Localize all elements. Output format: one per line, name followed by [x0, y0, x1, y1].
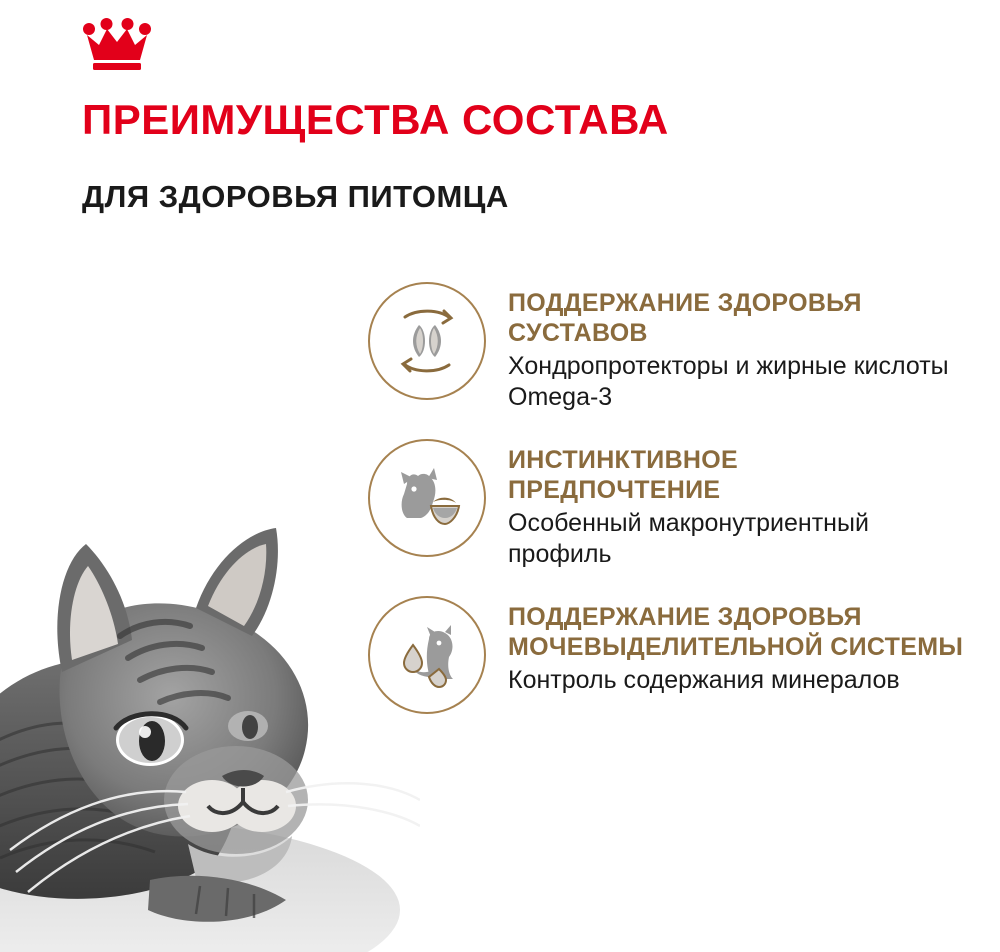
- benefit-item-instinctive-preference: [368, 439, 1000, 570]
- benefit-description: Особенный макронутриентный профиль: [508, 509, 869, 568]
- benefit-description: Хондропротекторы и жирные кислоты Omega-3: [508, 352, 949, 411]
- page-subtitle: ДЛЯ ЗДОРОВЬЯ ПИТОМЦА: [82, 179, 509, 214]
- benefit-title: ИНСТИНКТИВНОЕ ПРЕДПОЧТЕНИЕ: [508, 446, 738, 504]
- page-title: ПРЕИМУЩЕСТВА СОСТАВА: [82, 96, 669, 143]
- cat-eating-bowl-icon: [368, 439, 486, 557]
- benefit-title: ПОДДЕРЖАНИЕ ЗДОРОВЬЯ МОЧЕВЫДЕЛИТЕЛЬНОЙ СИСТЕМЫ: [508, 603, 964, 661]
- joint-health-icon: [368, 282, 486, 400]
- royal-crown-logo: [82, 18, 152, 80]
- benefit-text-urinary-health: [486, 596, 978, 696]
- benefit-text-instinctive-preference: [486, 439, 908, 570]
- urinary-health-cat-icon: [368, 596, 486, 714]
- benefit-text-joint-health: [486, 282, 978, 413]
- benefit-description: Контроль содержания минералов: [508, 666, 900, 694]
- benefit-item-urinary-health: [368, 596, 1000, 714]
- cat-photo: [0, 440, 420, 952]
- benefit-title: ПОДДЕРЖАНИЕ ЗДОРОВЬЯ СУСТАВОВ: [508, 289, 862, 347]
- benefits-list: [368, 278, 1000, 740]
- benefit-item-joint-health: [368, 282, 1000, 413]
